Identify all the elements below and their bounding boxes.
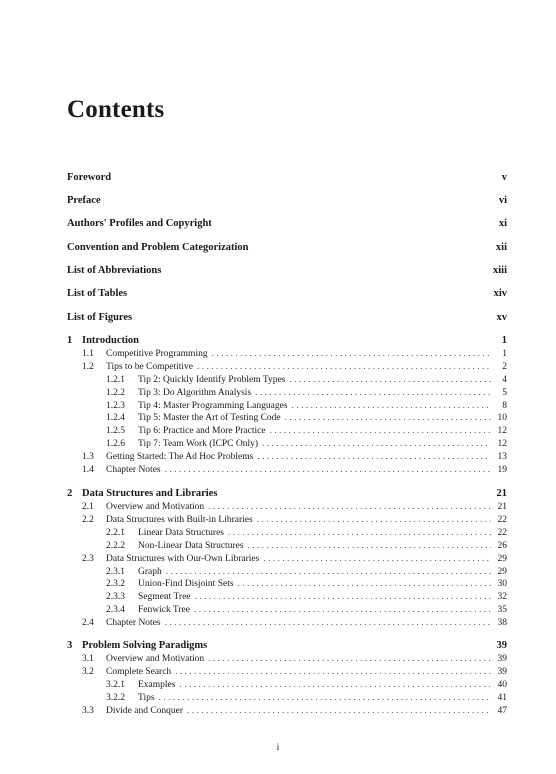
toc-page: xiv [493, 288, 507, 299]
entry-title: Tip 6: Practice and More Practice [138, 426, 266, 436]
toc-entry[interactable] [82, 653, 507, 665]
entry-title: Tip 4: Master Programming Languages [138, 401, 288, 411]
dot-leader [289, 374, 491, 386]
entry-title: Non-Linear Data Structures [138, 541, 244, 551]
entry-page: 22 [497, 528, 507, 538]
entry-number: 3.2.1 [106, 680, 125, 690]
entry-page: 12 [497, 439, 507, 449]
entry-title: Linear Data Structures [138, 528, 224, 538]
entry-number: 2.4 [82, 618, 94, 628]
entry-title: Tips to be Competitive [106, 362, 194, 372]
entry-number: 2.3.1 [106, 567, 125, 577]
entry-page: 29 [497, 567, 507, 577]
entry-number: 1.3 [82, 452, 94, 462]
entry-page: 26 [497, 541, 507, 551]
toc-chapter-1[interactable] [67, 335, 507, 347]
entry-page: 1 [502, 349, 507, 359]
entry-title: Tips [138, 693, 155, 703]
entry-page: 41 [497, 693, 507, 703]
toc-entry[interactable] [106, 578, 507, 590]
dot-leader [166, 566, 491, 578]
toc-title: List of Figures [67, 312, 133, 323]
chapter-title: Problem Solving Paradigms [82, 640, 208, 651]
entry-page: 8 [502, 401, 507, 411]
entry-title: Overview and Motivation [106, 502, 205, 512]
toc-entry[interactable] [82, 553, 507, 565]
entry-title: Chapter Notes [106, 465, 161, 475]
toc-front-figures[interactable] [67, 312, 507, 324]
toc-entry[interactable] [106, 425, 507, 437]
chapter-number: 1 [67, 335, 73, 346]
toc-entry[interactable] [106, 679, 507, 691]
entry-page: 35 [497, 605, 507, 615]
entry-title: Union-Find Disjoint Sets [138, 579, 234, 589]
toc-front-authors[interactable] [67, 218, 507, 230]
entry-number: 2.3 [82, 554, 94, 564]
toc-entry[interactable] [106, 604, 507, 616]
entry-page: 2 [502, 362, 507, 372]
toc-entry[interactable] [82, 451, 507, 463]
entry-page: 22 [497, 515, 507, 525]
toc-front-foreword[interactable] [67, 172, 507, 184]
entry-title: Competitive Programming [106, 349, 208, 359]
dot-leader [212, 348, 491, 360]
entry-page: 19 [497, 465, 507, 475]
dot-leader [262, 438, 491, 450]
entry-title: Tip 7: Team Work (ICPC Only) [138, 439, 259, 449]
entry-title: Tip 5: Master the Art of Testing Code [138, 413, 281, 423]
entry-page: 39 [497, 654, 507, 664]
toc-entry[interactable] [106, 566, 507, 578]
entry-number: 2.2.2 [106, 541, 125, 551]
toc-title: Authors' Profiles and Copyright [67, 218, 212, 229]
entry-number: 3.2.2 [106, 693, 125, 703]
toc-entry[interactable] [106, 527, 507, 539]
toc-title: Convention and Problem Categorization [67, 242, 249, 253]
entry-page: 10 [497, 413, 507, 423]
toc-entry[interactable] [106, 400, 507, 412]
dot-leader [159, 692, 491, 704]
entry-number: 3.1 [82, 654, 94, 664]
dot-leader [208, 501, 491, 513]
entry-number: 2.1 [82, 502, 94, 512]
entry-page: 13 [497, 452, 507, 462]
toc-chapter-3[interactable] [67, 640, 507, 652]
toc-entry[interactable] [82, 514, 507, 526]
entry-page: 32 [497, 592, 507, 602]
entry-page: 38 [497, 618, 507, 628]
toc-entry[interactable] [82, 361, 507, 373]
page-number: i [276, 743, 280, 753]
toc-title: List of Abbreviations [67, 265, 162, 276]
toc-front-abbreviations[interactable] [67, 265, 507, 277]
entry-title: Segment Tree [138, 592, 191, 602]
entry-page: 47 [497, 706, 507, 716]
entry-page: 40 [497, 680, 507, 690]
dot-leader [194, 604, 491, 616]
entry-page: 5 [502, 388, 507, 398]
dot-leader [263, 553, 491, 565]
entry-title: Graph [138, 567, 162, 577]
entry-page: 4 [502, 375, 507, 385]
toc-entry[interactable] [106, 692, 507, 704]
dot-leader [255, 387, 491, 399]
entry-number: 1.2.2 [106, 388, 125, 398]
entry-title: Tip 3: Do Algorithm Analysis [138, 388, 252, 398]
entry-title: Divide and Conquer [106, 706, 184, 716]
entry-number: 2.3.4 [106, 605, 125, 615]
toc-page: xi [498, 218, 507, 229]
dot-leader [292, 400, 491, 412]
toc-page: xii [495, 242, 507, 253]
dot-leader [165, 617, 491, 629]
toc-page: xv [496, 312, 507, 323]
entry-number: 1.2 [82, 362, 94, 372]
toc-entry[interactable] [106, 591, 507, 603]
toc-entry[interactable] [82, 464, 507, 476]
entry-title: Overview and Motivation [106, 654, 205, 664]
dot-leader [238, 578, 491, 590]
toc-entry[interactable] [82, 617, 507, 629]
toc-entry[interactable] [106, 374, 507, 386]
entry-page: 29 [497, 554, 507, 564]
toc-chapter-2[interactable] [67, 488, 507, 500]
entry-page: 12 [497, 426, 507, 436]
entry-number: 3.2 [82, 667, 94, 677]
entry-title: Data Structures with Built-in Libraries [106, 515, 253, 525]
entry-number: 1.4 [82, 465, 94, 475]
entry-number: 2.2.1 [106, 528, 125, 538]
entry-number: 2.3.2 [106, 579, 125, 589]
entry-number: 1.2.3 [106, 401, 125, 411]
entry-title: Complete Search [106, 667, 172, 677]
toc-entry[interactable] [82, 501, 507, 513]
dot-leader [257, 514, 491, 526]
dot-leader [195, 591, 491, 603]
chapter-title: Data Structures and Libraries [82, 488, 218, 499]
entry-title: Examples [138, 680, 176, 690]
dot-leader [228, 527, 491, 539]
dot-leader [179, 679, 491, 691]
dot-leader [248, 540, 491, 552]
entry-page: 39 [497, 667, 507, 677]
dot-leader [270, 425, 491, 437]
toc-front-preface[interactable] [67, 195, 507, 207]
toc-front-tables[interactable] [67, 288, 507, 300]
entry-page: 21 [497, 502, 507, 512]
chapter-page: 1 [501, 335, 507, 346]
chapter-number: 3 [67, 640, 73, 651]
dot-leader [257, 451, 491, 463]
chapter-number: 2 [67, 488, 73, 499]
entry-title: Chapter Notes [106, 618, 161, 628]
entry-title: Fenwick Tree [138, 605, 190, 615]
toc-entry[interactable] [106, 412, 507, 424]
toc-entry[interactable] [82, 348, 507, 360]
page-title: Contents [67, 96, 165, 123]
chapter-title: Introduction [82, 335, 139, 346]
toc-title: List of Tables [67, 288, 128, 299]
toc-title: Foreword [67, 172, 112, 183]
dot-leader [285, 412, 491, 424]
dot-leader [187, 705, 491, 717]
entry-title: Tip 2: Quickly Identify Problem Types [138, 375, 286, 385]
toc-page: v [501, 172, 507, 183]
toc-page: vi [498, 195, 507, 206]
chapter-page: 39 [496, 640, 507, 651]
entry-number: 1.2.6 [106, 439, 125, 449]
entry-number: 1.1 [82, 349, 94, 359]
entry-title: Getting Started: The Ad Hoc Problems [106, 452, 254, 462]
toc-title: Preface [67, 195, 101, 206]
toc-entry[interactable] [106, 387, 507, 399]
toc-entry[interactable] [106, 540, 507, 552]
entry-number: 1.2.5 [106, 426, 125, 436]
entry-number: 1.2.1 [106, 375, 125, 385]
entry-title: Data Structures with Our-Own Libraries [106, 554, 260, 564]
entry-number: 2.2 [82, 515, 94, 525]
entry-number: 3.3 [82, 706, 94, 716]
entry-number: 2.3.3 [106, 592, 125, 602]
toc-entry[interactable] [106, 438, 507, 450]
toc-entry[interactable] [82, 705, 507, 717]
dot-leader [208, 653, 491, 665]
entry-page: 30 [497, 579, 507, 589]
toc-page: xiii [492, 265, 507, 276]
entry-number: 1.2.4 [106, 413, 125, 423]
dot-leader [165, 464, 491, 476]
toc-front-convention[interactable] [67, 242, 507, 254]
dot-leader [175, 666, 491, 678]
chapter-page: 21 [496, 488, 507, 499]
dot-leader [197, 361, 491, 373]
toc-entry[interactable] [82, 666, 507, 678]
